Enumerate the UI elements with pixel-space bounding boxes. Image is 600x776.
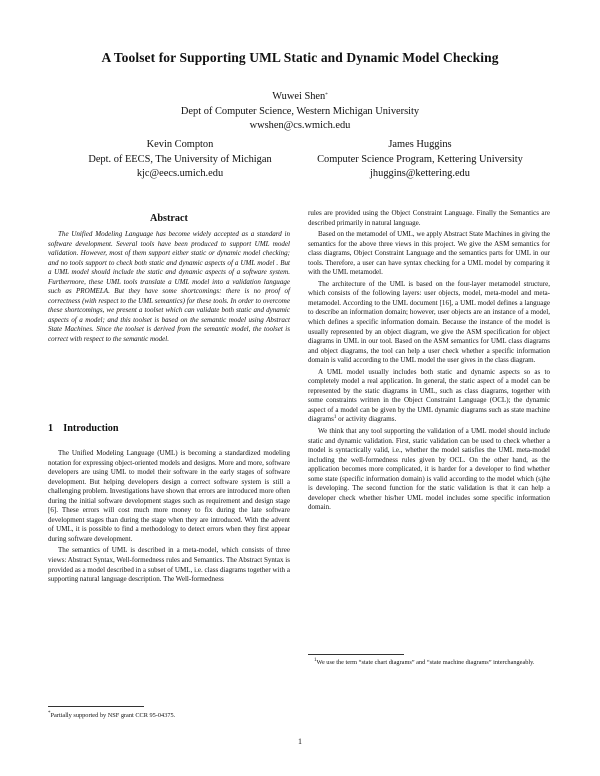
section-number: 1 <box>48 423 54 434</box>
author-name: James Huggins <box>388 139 452 150</box>
intro-paragraph-1: The Unified Modeling Language (UML) is becoming a standardized modeling notation for expressing object-oriented models and designs. More and more, software developers are using UML to model their software in the early stages of software development. But helping developers design a correct software system is still a challenging problem. Investigations have shown that errors are introduced more often during the initial software development stages such as requirement and design stage [6]. These errors will cost much more money to fix during the late software development stages than during the stage when they are introduced. With the advent of UML, it is possible to find a methodology to detect errors when they first appear during software development. <box>48 449 290 543</box>
intro-paragraph-2: The semantics of UML is described in a meta-model, which consists of three views: Abstract Syntax, Well-formedness rules and Semantics. The Abstract Syntax is provided as a model described in a subset of UML, i.e. class diagrams together with a supporting natural language description. The Well-formedness <box>48 546 290 584</box>
author-email: wwshen@cs.wmich.edu <box>249 120 351 131</box>
author-main <box>0 90 600 134</box>
paragraph-4: A UML model usually includes both static and dynamic aspects so as to completely model a real application. In general, the static aspect of a model can be represented by the static diagrams in UML, such as class diagrams, together with some constraints written in the Object Constraint Language (OCL); the dynamic aspect of a model can be given by the UML dynamic diagrams such as state machine diagrams$^1$ or activity diagrams. <box>308 367 550 424</box>
author-email: kjc@eecs.umich.edu <box>136 168 224 179</box>
paragraph-3: The architecture of the UML is based on the four-layer metamodel structure, which consists of the following layers: user objects, model, meta-model and meta-metamodel. According to the UML document [16], a UML model defines a language to describe an information domain; however, user objects are an instance of a model, which defines a specific information domain. Because the instance of the model is usually represented by an object diagram, we give the ASM specification for object diagrams in UML in our tool. Based on the ASM semantics for UML class diagrams and object diagrams, the tool can help a user check whether a specific information domain is valid according to the UML model the user gives in the class diagram. <box>308 279 550 365</box>
abstract-heading: Abstract <box>150 213 188 224</box>
author-footnote-mark: * <box>325 93 328 98</box>
footnote-ref: 1 <box>333 415 337 421</box>
author-affiliation: Dept of Computer Science, Western Michigan University <box>180 105 420 117</box>
author-email: jhuggins@kettering.edu <box>370 168 470 179</box>
introduction-text <box>48 449 290 585</box>
paragraph-2: Based on the metamodel of UML, we apply Abstract State Machines in giving the semantics for the above three views in this project. We give the ASM semantics for class diagrams, Object Constraint Language and the semantics parts for UML in our tools. Therefore, a user can have syntax checking for a UML model by comparing it with the UML metamodel. <box>308 230 550 277</box>
right-column-text <box>308 209 550 513</box>
author-right <box>290 138 550 182</box>
paragraph-5: We think that any tool supporting the validation of a UML model should include static and dynamic validation. First, static validation can be used to check whether a model is syntactically valid, i.e., whether the model satisfies the UML meta-model including the well-formedness rules given by OCL. On the other hand, as the application becomes more complicated, it is harder for a developer to find whether some state (specific information domain) is valid according to the model which (s)he is developing. The second function for the static validation is that it can help a developer check whether his/her UML model includes some specific information domain. <box>308 427 550 512</box>
footnote-mark: * <box>48 711 51 716</box>
author-name: Wuwei Shen <box>272 91 326 102</box>
section-title: Introduction <box>63 423 119 434</box>
footnote-mark: 1 <box>314 658 317 663</box>
footnote-right: $^1$We use the term “state chart diagrams” and “state machine diagrams” interchangeably. <box>314 658 535 666</box>
author-affiliation: Dept. of EECS, The University of Michigan <box>88 153 272 165</box>
page-number: 1 <box>298 737 302 746</box>
section-heading <box>48 423 290 434</box>
footnote-rule <box>308 654 404 655</box>
author-affiliation: Computer Science Program, Kettering University <box>317 153 523 165</box>
author-left <box>60 138 300 182</box>
abstract-text: The Unified Modeling Language has become widely accepted as a standard in software development. Several tools have been produced to support UML model validation. However, most of them support either static or dynamic model checking; and no tools support to check both static and dynamic aspects of a UML model . But a UML model should include the static and dynamic aspects of a software system. Furthermore, these UML tools translate a UML model into a validation language such as PROMELA. But they have some shortcomings: there is no proof of correctness (with respect to the UML semantics) for these tools. In order to overcome these shortcomings, we present a toolset which can validate both static and dynamic aspects of a model; and this toolset is based on the semantic model using Abstract State Machines. Since the toolset is derived from the semantic model, the toolset is correct with respect to the semantic model. <box>48 230 290 344</box>
paper-title: A Toolset for Supporting UML Static and Dynamic Model Checking <box>101 50 499 65</box>
footnote-left: *Partially supported by NSF grant CCR 95-04375. <box>48 711 176 719</box>
footnote-rule <box>48 706 144 707</box>
author-name: Kevin Compton <box>146 139 214 150</box>
paragraph-1: rules are provided using the Object Constraint Language. Finally the Semantics are described primarily in natural language. <box>308 209 550 227</box>
